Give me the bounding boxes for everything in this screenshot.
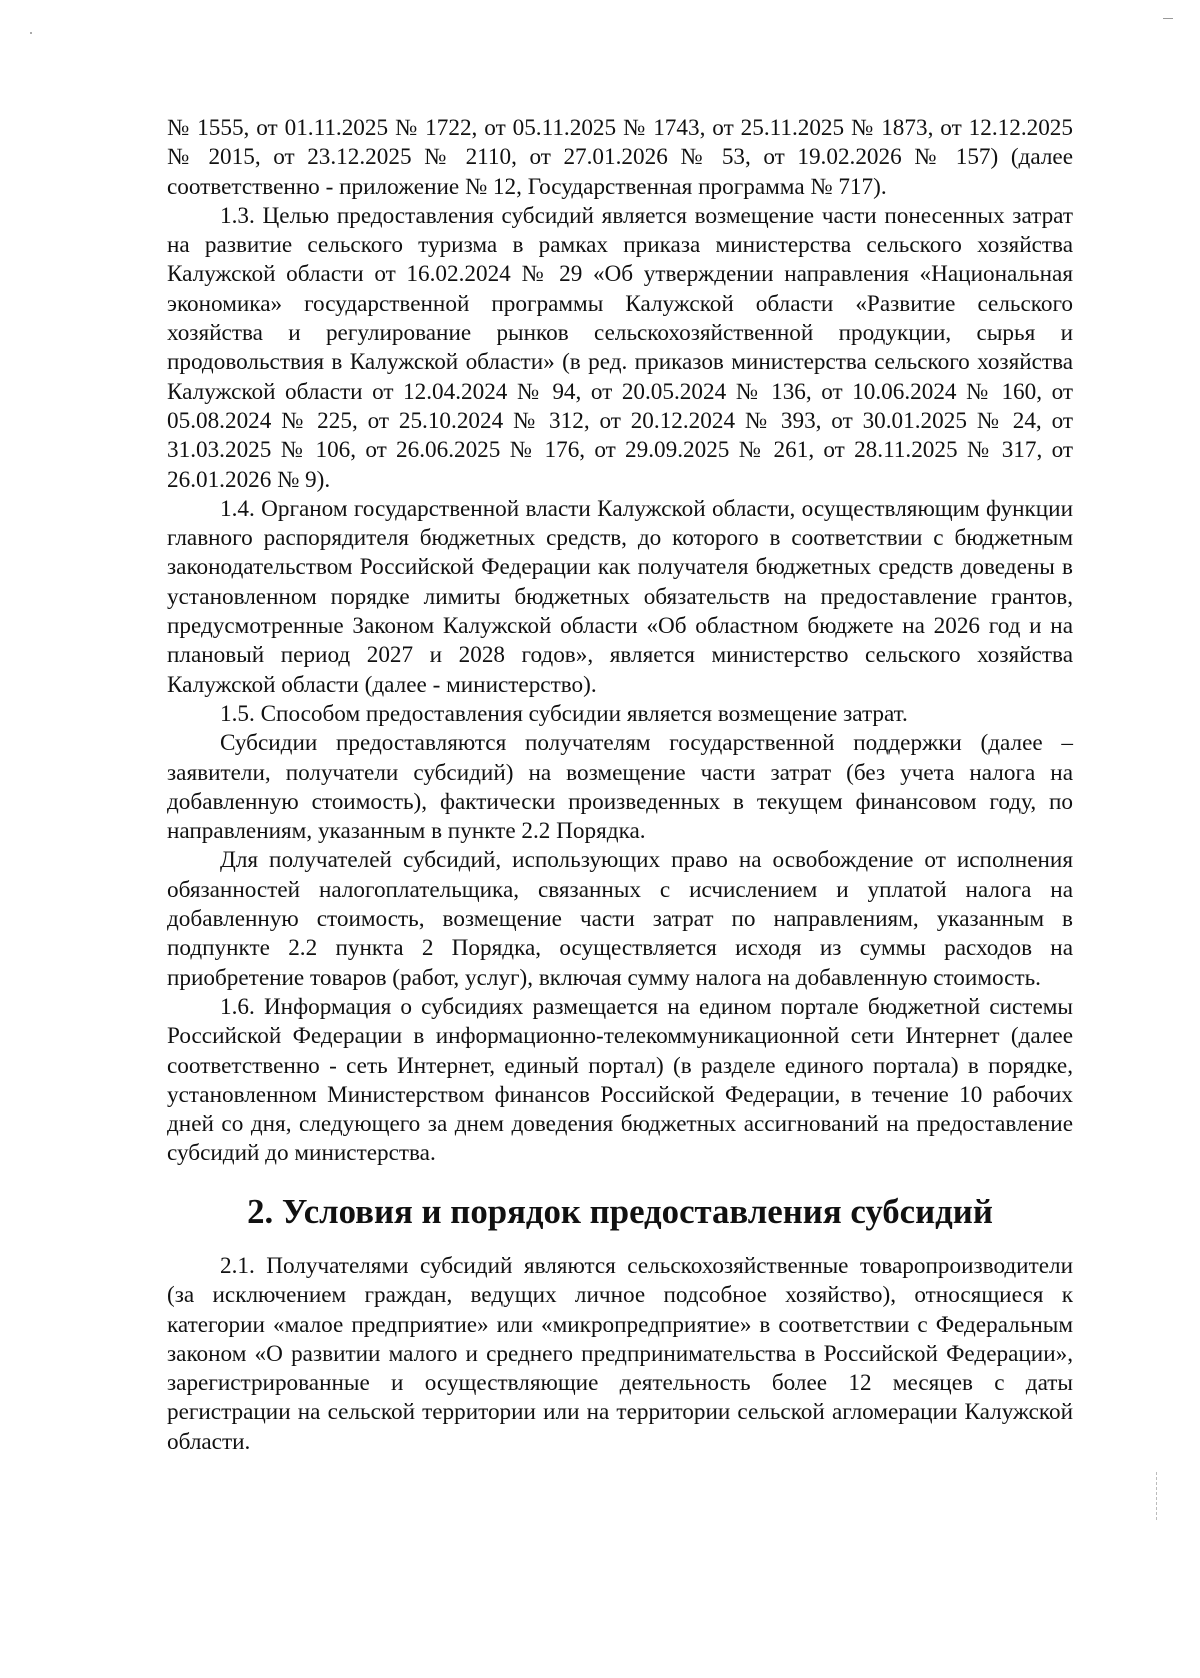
paragraph-intro: № 1555, от 01.11.2025 № 1722, от 05.11.2025 № 1743, от 25.11.2025 № 1873, от 12.12.2025 № 2015, от 23.12.2025 № 2110, от 27.01.2026 № 53, от 19.02.2026 № 157) (далее соответственно - приложение № 12, Государственная программа № 717). bbox=[167, 115, 1073, 200]
scan-mark-top bbox=[1163, 18, 1173, 19]
scan-mark-side bbox=[1156, 1472, 1158, 1520]
section-heading: 2. Условия и порядок предоставления субсидий bbox=[247, 1191, 993, 1231]
paragraph-1-6: 1.6. Информация о субсидиях размещается на едином портале бюджетной системы Российской Федерации в информационно-телекоммуникационной сети Интернет (далее соответственно - сеть Интернет, единый портал) (в разделе единого портала) в порядке, установленном Министерством финансов Российской Федерации, в течение 10 рабочих дней со дня, следующего за днем доведения бюджетных ассигнований на предоставление субсидий до министерства. bbox=[167, 993, 1073, 1167]
scan-speck bbox=[30, 32, 32, 34]
paragraph-1-5-vat: Для получателей субсидий, использующих право на освобождение от исполнения обязанностей налогоплательщика, связанных с исчислением и уплатой налога на добавленную стоимость, возмещение части затрат по направлениям, указанным в подпункте 2.2 пункта 2 Порядка, осуществляется исходя из суммы расходов на приобретение товаров (работ, услуг), включая сумму налога на добавленную стоимость. bbox=[167, 847, 1073, 991]
document-page bbox=[167, 114, 1073, 1457]
paragraph-1-4: 1.4. Органом государственной власти Калужской области, осуществляющим функции главного распорядителя бюджетных средств, до которого в соответствии с бюджетным законодательством Российской Федерации как получателя бюджетных средств доведены в установленном порядке лимиты бюджетных обязательств на предоставление грантов, предусмотренные Законом Калужской области «Об областном бюджете на 2026 год и на плановый период 2027 и 2028 годов», является министерство сельского хозяйства Калужской области (далее - министерство). bbox=[167, 495, 1073, 698]
paragraph-1-5: 1.5. Способом предоставления субсидии является возмещение затрат. bbox=[220, 700, 908, 727]
paragraph-1-3: 1.3. Целью предоставления субсидий является возмещение части понесенных затрат на развитие сельского туризма в рамках приказа министерства сельского хозяйства Калужской области от 16.02.2024 № 29 «Об утверждении направления «Национальная экономика» государственной программы Калужской области «Развитие сельского хозяйства и регулирование рынков сельскохозяйственной продукции, сырья и продовольствия в Калужской области» (в ред. приказов министерства сельского хозяйства Калужской области от 12.04.2024 № 94, от 20.05.2024 № 136, от 10.06.2024 № 160, от 05.08.2024 № 225, от 25.10.2024 № 312, от 20.12.2024 № 393, от 30.01.2025 № 24, от 31.03.2025 № 106, от 26.06.2025 № 176, от 29.09.2025 № 261, от 28.11.2025 № 317, от 26.01.2026 № 9). bbox=[167, 202, 1073, 493]
paragraph-2-1: 2.1. Получателями субсидий являются сельскохозяйственные товаропроизводители (за исключением граждан, ведущих личное подсобное хозяйство), относящиеся к категории «малое предприятие» или «микропредприятие» в соответствии с Федеральным законом «О развитии малого и среднего предпринимательства в Российской Федерации», зарегистрированные и осуществляющие деятельность более 12 месяцев с даты регистрации на сельской территории или на территории сельской агломерации Калужской области. bbox=[167, 1252, 1073, 1455]
paragraph-1-5-subsidies: Субсидии предоставляются получателям государственной поддержки (далее – заявители, получатели субсидий) на возмещение части затрат (без учета налога на добавленную стоимость), фактически произведенных в текущем финансовом году, по направлениям, указанным в пункте 2.2 Порядка. bbox=[167, 730, 1073, 845]
